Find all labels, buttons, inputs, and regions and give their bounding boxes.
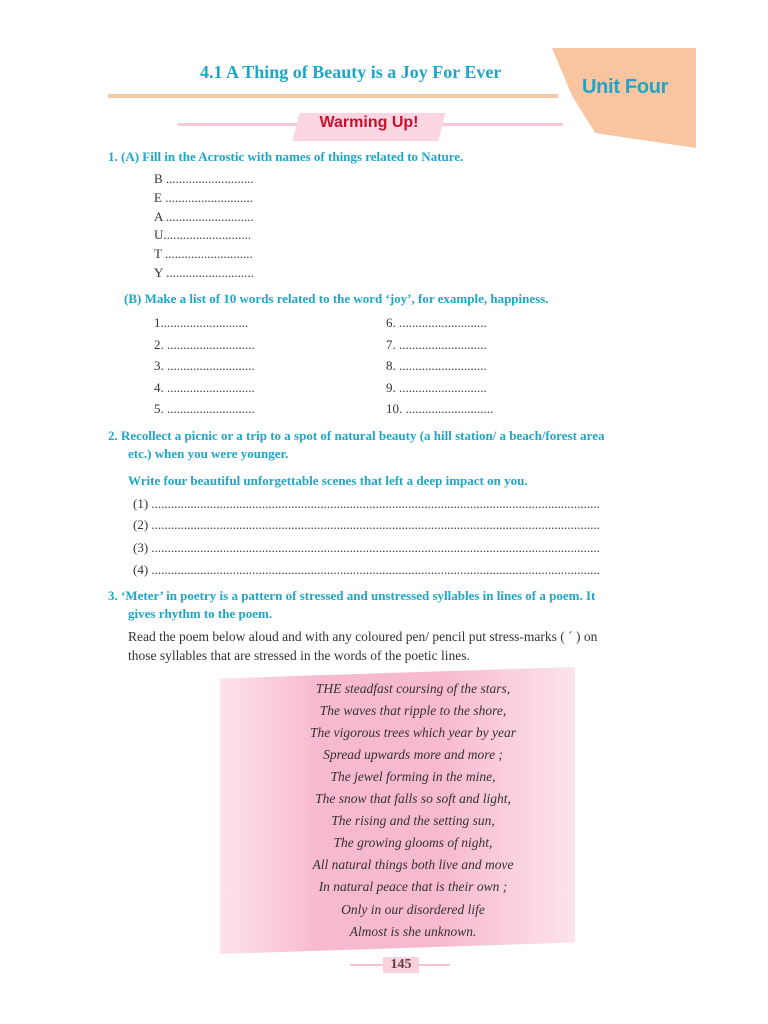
joy-word-line: 8. ........................... (386, 358, 487, 373)
scene-answer-line: (1) .......................................................................................................................................... (133, 496, 600, 511)
joy-word-line: 10. ........................... (386, 401, 494, 416)
poem-line: The growing glooms of night, (333, 835, 493, 850)
joy-word-line: 2. ........................... (154, 337, 255, 352)
joy-word-line: 5. ........................... (154, 401, 255, 416)
q2-prompt-line2: etc.) when you were younger. (128, 446, 289, 461)
header-rule (108, 94, 558, 98)
q3-body-line1: Read the poem below aloud and with any coloured pen/ pencil put stress-marks ( ´ ) on (128, 629, 598, 644)
page-number: 145 (390, 957, 412, 972)
q2-prompt-line1: 2. Recollect a picnic or a trip to a spot of natural beauty (a hill station/ a beach/forest area (108, 428, 605, 443)
section-title: Warming Up! (319, 114, 419, 131)
q3-prompt-line2: gives rhythm to the poem. (128, 606, 273, 621)
poem-line: All natural things both live and move (312, 857, 514, 872)
poem-line: Only in our disordered life (341, 902, 485, 917)
q1-b-prompt: (B) Make a list of 10 words related to the word ‘joy’, for example, happiness. (124, 291, 549, 306)
unit-label: Unit Four (582, 76, 669, 98)
acrostic-line: E ........................... (154, 190, 253, 205)
q3-body-line2: those syllables that are stressed in the words of the poetic lines. (128, 648, 470, 663)
poem-line: Almost is she unknown. (349, 924, 477, 939)
poem-line: The jewel forming in the mine, (330, 769, 496, 784)
scene-answer-line: (2) .......................................................................................................................................... (133, 517, 600, 532)
joy-word-line: 9. ........................... (386, 380, 487, 395)
acrostic-line: Y ........................... (154, 265, 254, 280)
joy-word-line: 7. ........................... (386, 337, 487, 352)
poem-line: The waves that ripple to the shore, (319, 703, 507, 718)
q1-a-prompt: 1. (A) Fill in the Acrostic with names of things related to Nature. (108, 149, 464, 164)
poem-line: The rising and the setting sun, (331, 813, 495, 828)
poem-line: The snow that falls so soft and light, (315, 791, 511, 806)
scene-answer-line: (4) .......................................................................................................................................... (133, 562, 600, 577)
joy-word-line: 1........................... (154, 315, 249, 330)
joy-word-line: 4. ........................... (154, 380, 255, 395)
acrostic-line: A ........................... (154, 209, 254, 224)
poem-line: The vigorous trees which year by year (310, 725, 516, 740)
acrostic-line: T ........................... (154, 246, 253, 261)
q2-instruction: Write four beautiful unforgettable scenes that left a deep impact on you. (128, 473, 528, 488)
joy-word-line: 6. ........................... (386, 315, 487, 330)
q3-prompt-line1: 3. ‘Meter’ in poetry is a pattern of stressed and unstressed syllables in lines of a poem. It (108, 588, 596, 603)
acrostic-line: B ........................... (154, 171, 254, 186)
poem-line: THE steadfast coursing of the stars, (315, 681, 511, 696)
chapter-title: 4.1 A Thing of Beauty is a Joy For Ever (200, 62, 502, 82)
poem-line: Spread upwards more and more ; (323, 747, 503, 762)
joy-word-line: 3. ........................... (154, 358, 255, 373)
poem-line: In natural peace that is their own ; (318, 879, 508, 894)
acrostic-line: U........................... (154, 227, 252, 242)
scene-answer-line: (3) .......................................................................................................................................... (133, 540, 600, 555)
